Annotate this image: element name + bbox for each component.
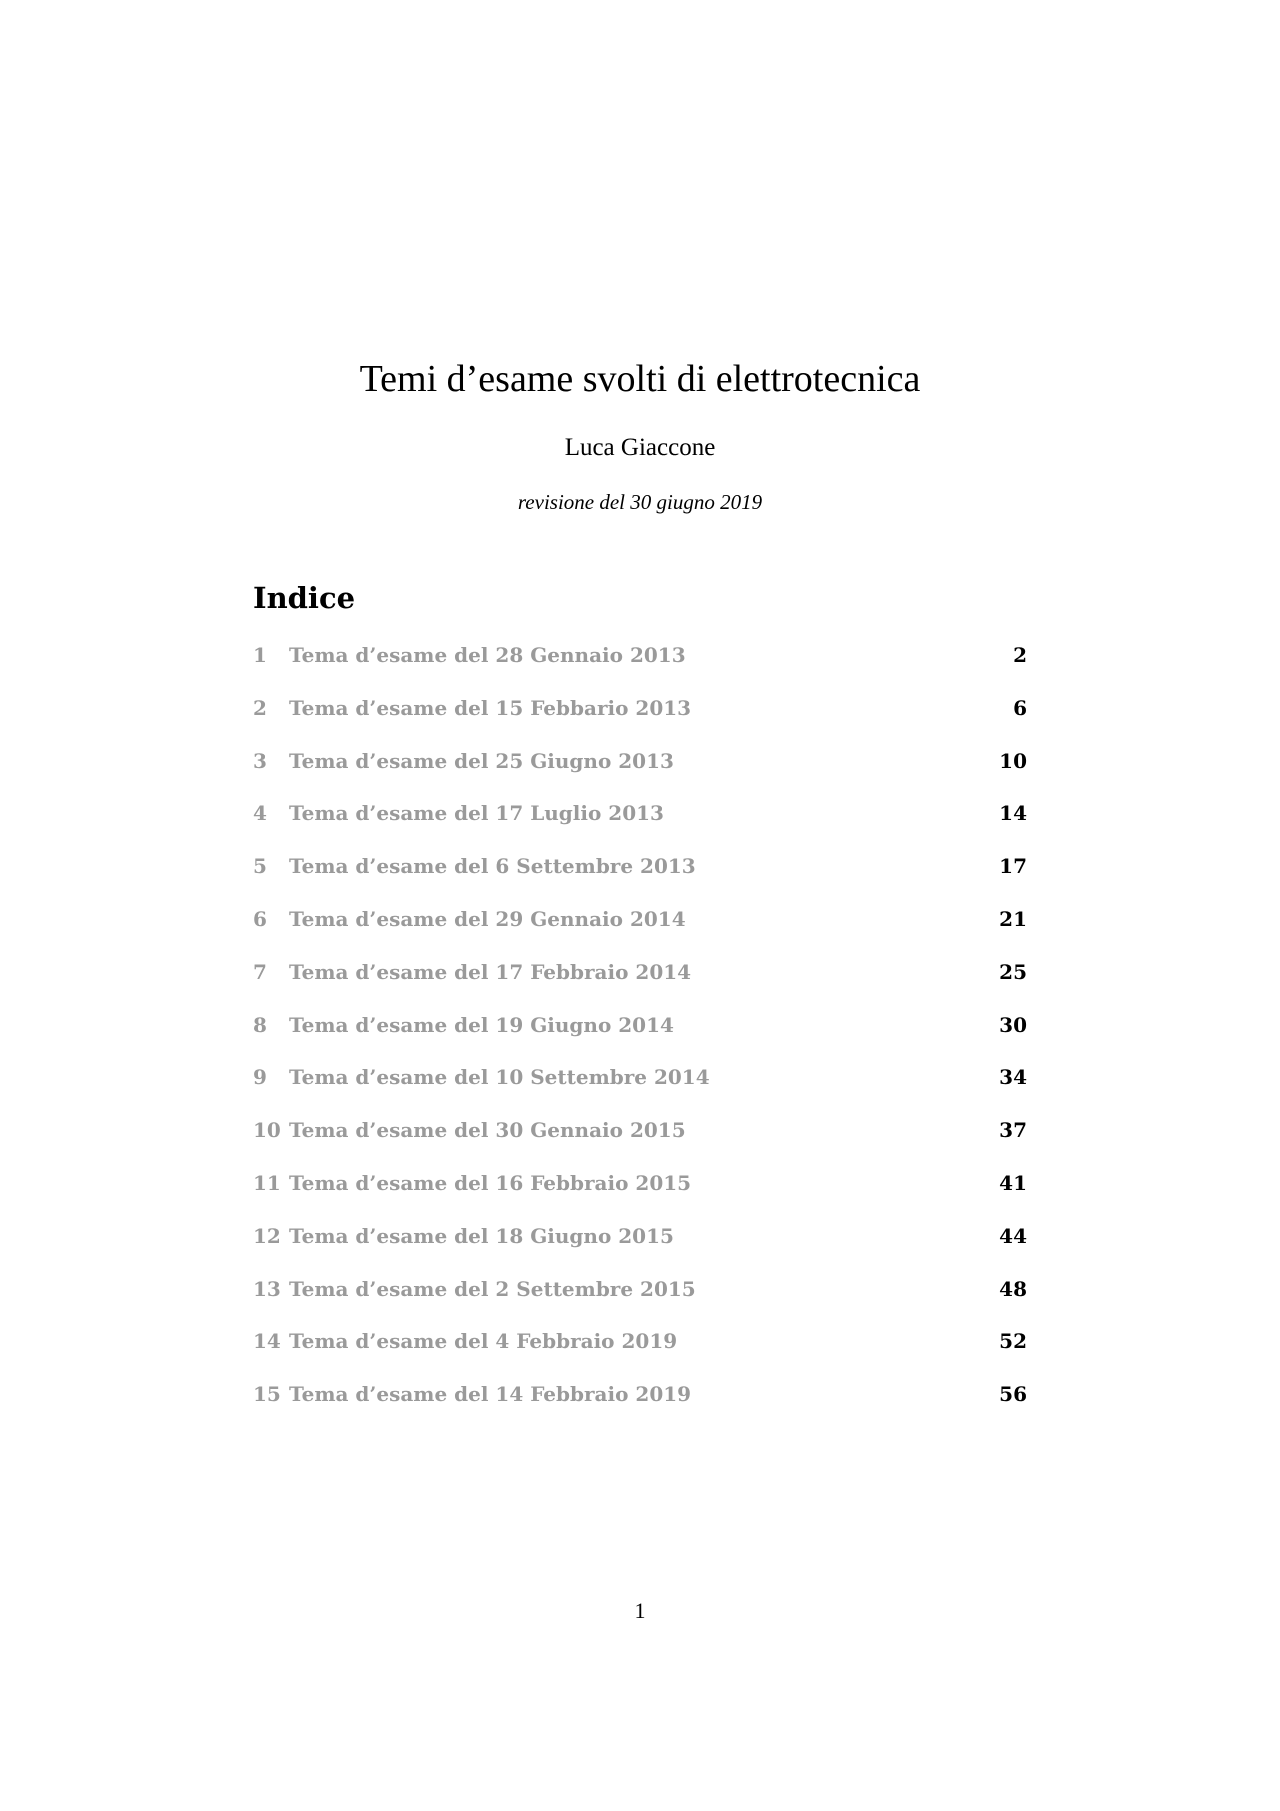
toc-entry-page: 44 [999, 1223, 1027, 1248]
toc-entry-title: Tema d’esame del 16 Febbraio 2015 [289, 1170, 692, 1195]
toc-entry-title: Tema d’esame del 2 Settembre 2015 [289, 1276, 696, 1301]
toc-entry-title: Tema d’esame del 10 Settembre 2014 [289, 1065, 710, 1090]
toc-entry-link[interactable] [253, 1164, 691, 1202]
toc-entry-number: 1 [253, 643, 267, 667]
toc-entry-number: 6 [253, 906, 267, 931]
document-title: Temi d’esame svolti di elettrotecnica [359, 358, 921, 400]
toc-heading: Indice [253, 581, 356, 615]
toc-entry-link[interactable] [253, 1270, 696, 1308]
toc-entry-number: 2 [253, 695, 267, 720]
toc-entry-number: 4 [253, 801, 267, 826]
toc-entry-title: Tema d’esame del 18 Giugno 2015 [289, 1223, 674, 1248]
toc-entry [253, 953, 1027, 1006]
toc-entry-page: 41 [999, 1170, 1027, 1195]
toc-entry-link[interactable] [253, 689, 691, 727]
toc-entry-link[interactable] [253, 1006, 674, 1044]
toc-entry-title: Tema d’esame del 15 Febbario 2013 [289, 695, 692, 720]
toc-entry [253, 689, 1027, 742]
toc-entry-link[interactable] [253, 847, 696, 885]
toc-entry-page: 21 [999, 906, 1027, 931]
toc-entry [253, 847, 1027, 900]
toc-entry [253, 1006, 1027, 1059]
toc-entry-title: Tema d’esame del 6 Settembre 2013 [289, 854, 696, 879]
toc-entry-title: Tema d’esame del 4 Febbraio 2019 [289, 1329, 678, 1354]
document-author: Luca Giaccone [564, 434, 716, 461]
toc-entry-link[interactable] [253, 953, 691, 991]
toc-entry [253, 1270, 1027, 1323]
toc-entry [253, 1217, 1027, 1270]
toc-entry [253, 1058, 1027, 1111]
toc-entry-page: 17 [999, 854, 1027, 879]
page-number: 1 [634, 1598, 646, 1623]
toc-entry-page: 25 [999, 959, 1027, 984]
toc-entry-title: Tema d’esame del 30 Gennaio 2015 [289, 1118, 686, 1143]
toc-entry [253, 900, 1027, 953]
toc-entry-link[interactable] [253, 742, 674, 780]
toc-entry-link[interactable] [253, 1058, 710, 1096]
toc-entry-page: 37 [999, 1118, 1027, 1143]
toc-entry-title: Tema d’esame del 25 Giugno 2013 [289, 748, 674, 773]
toc-entry-page: 2 [1013, 643, 1027, 667]
toc-entry [253, 1111, 1027, 1164]
toc-entry-number: 11 [253, 1170, 281, 1195]
toc-entry-title: Tema d’esame del 14 Febbraio 2019 [289, 1382, 692, 1407]
toc-entry-link[interactable] [253, 1217, 674, 1255]
toc-entry-number: 14 [253, 1329, 281, 1354]
toc-entry-number: 8 [253, 1012, 267, 1037]
revision-date: revisione del 30 giugno 2019 [517, 490, 763, 514]
toc-entry-title: Tema d’esame del 19 Giugno 2014 [289, 1012, 674, 1037]
toc-entry [253, 1164, 1027, 1217]
toc-entry [253, 1375, 1027, 1428]
toc-entry-page: 56 [999, 1382, 1027, 1407]
toc-entry-link[interactable] [253, 636, 686, 674]
toc-entry-number: 3 [253, 748, 267, 773]
toc-entry-number: 10 [253, 1118, 281, 1143]
toc-entry-number: 9 [253, 1065, 267, 1090]
toc-entry-page: 48 [999, 1276, 1027, 1301]
table-of-contents [253, 636, 1027, 1428]
toc-entry [253, 794, 1027, 847]
toc-entry-page: 34 [999, 1065, 1027, 1090]
toc-entry-link[interactable] [253, 1375, 691, 1413]
toc-entry-number: 12 [253, 1223, 281, 1248]
toc-entry-title: Tema d’esame del 17 Febbraio 2014 [289, 959, 692, 984]
toc-entry-page: 52 [999, 1329, 1027, 1354]
toc-entry [253, 742, 1027, 795]
toc-entry-link[interactable] [253, 1322, 677, 1360]
toc-entry-link[interactable] [253, 900, 686, 938]
toc-entry-number: 5 [253, 854, 267, 879]
toc-entry-link[interactable] [253, 794, 664, 832]
toc-entry-number: 13 [253, 1276, 281, 1301]
toc-entry [253, 1322, 1027, 1375]
toc-entry-number: 15 [253, 1382, 281, 1407]
toc-entry-link[interactable] [253, 1111, 686, 1149]
toc-entry-page: 30 [999, 1012, 1027, 1037]
toc-entry-number: 7 [253, 959, 267, 984]
toc-entry-title: Tema d’esame del 29 Gennaio 2014 [289, 906, 686, 931]
toc-entry-title: Tema d’esame del 28 Gennaio 2013 [289, 643, 686, 667]
toc-entry-page: 10 [999, 748, 1027, 773]
toc-entry-page: 6 [1013, 695, 1027, 720]
toc-entry-title: Tema d’esame del 17 Luglio 2013 [289, 801, 664, 826]
toc-entry [253, 636, 1027, 689]
toc-entry-page: 14 [999, 801, 1027, 826]
